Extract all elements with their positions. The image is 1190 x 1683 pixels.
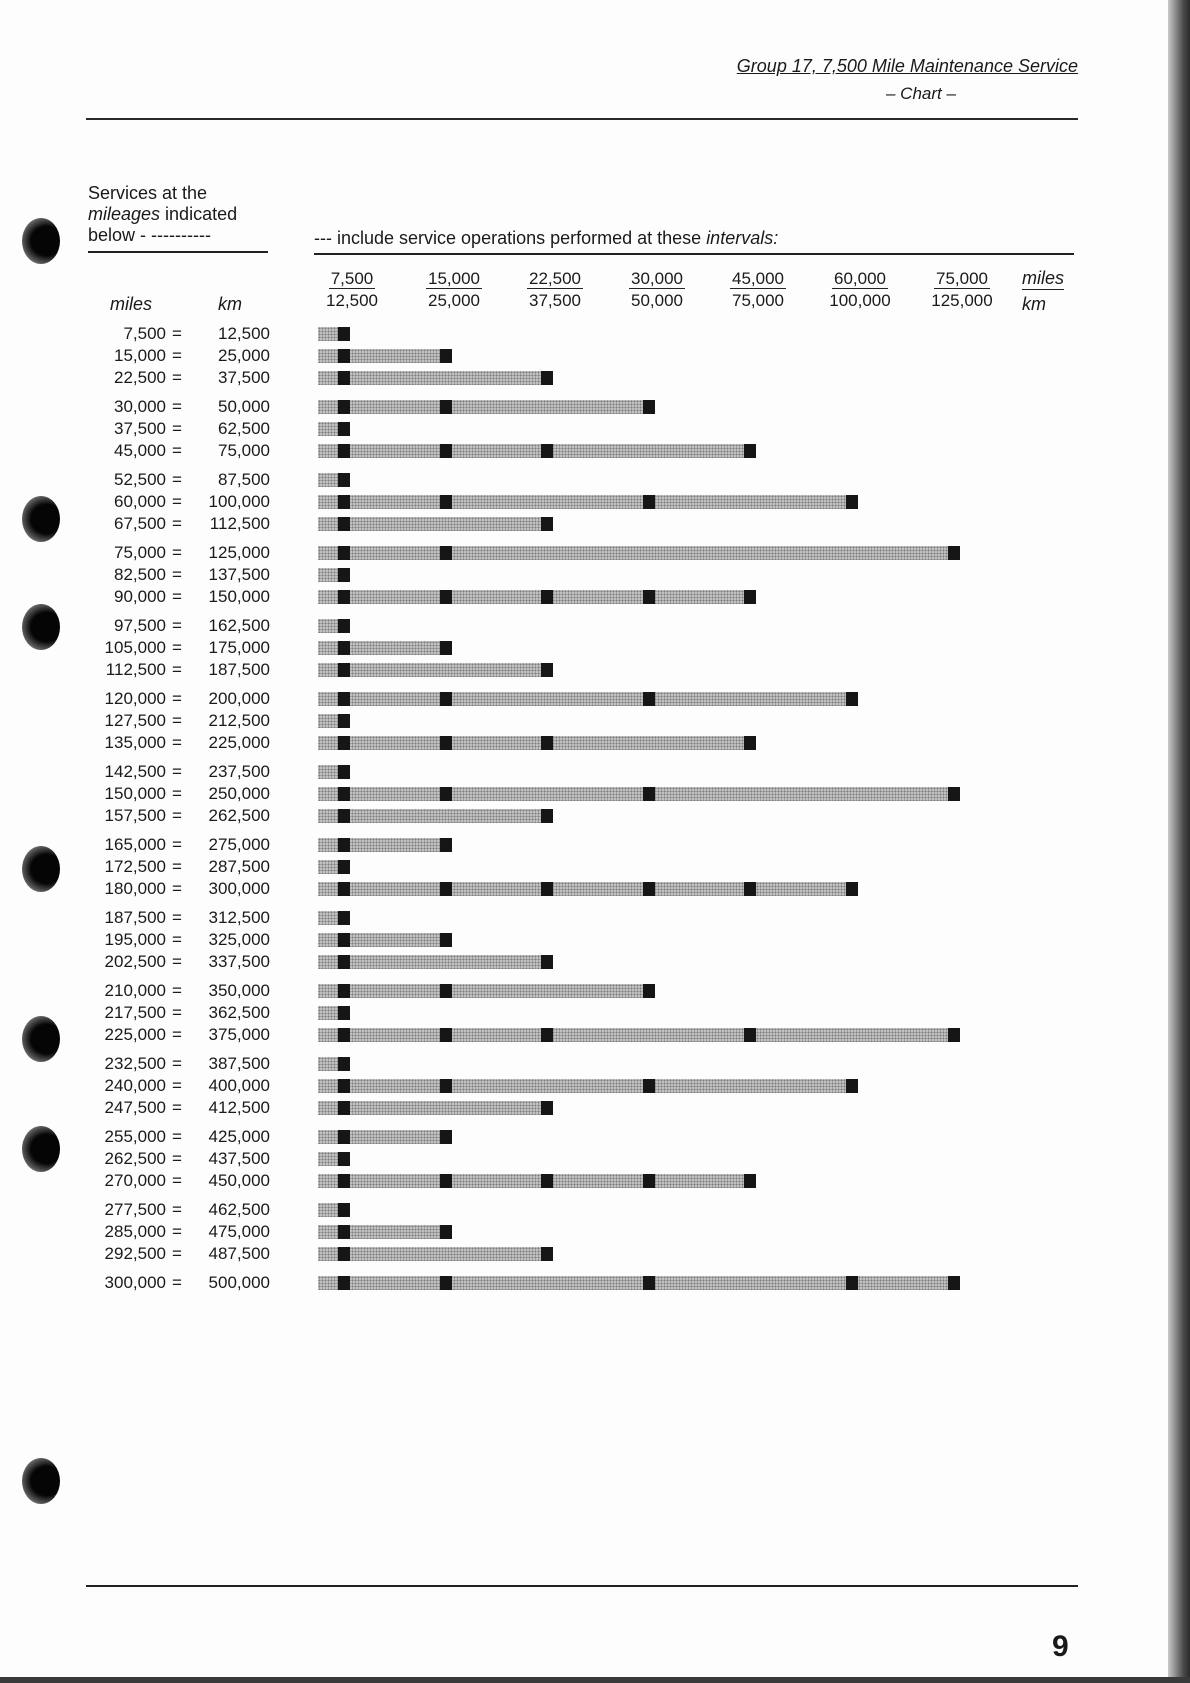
intervals-caption xyxy=(314,228,778,249)
interval-marker xyxy=(440,590,452,604)
row-km: 250,000 xyxy=(208,784,270,803)
interval-km: 37,500 xyxy=(529,291,581,310)
row-km: 225,000 xyxy=(208,733,270,752)
row-equals: = xyxy=(172,1127,182,1146)
interval-marker xyxy=(338,619,350,633)
interval-marker xyxy=(338,1225,350,1239)
row-equals: = xyxy=(172,952,182,971)
row-equals: = xyxy=(172,1171,182,1190)
interval-marker xyxy=(541,882,553,896)
interval-marker xyxy=(440,1079,452,1093)
row-km: 500,000 xyxy=(208,1273,270,1292)
punch-hole xyxy=(22,1016,60,1062)
interval-marker xyxy=(541,517,553,531)
interval-bar xyxy=(318,444,756,458)
interval-marker xyxy=(440,1276,452,1290)
interval-marker xyxy=(338,444,350,458)
row-equals: = xyxy=(172,733,182,752)
services-label-rest: indicated xyxy=(160,204,238,224)
interval-marker xyxy=(440,1225,452,1239)
interval-bar xyxy=(318,400,655,414)
row-equals: = xyxy=(172,470,182,489)
row-miles: 105,000 xyxy=(104,638,166,657)
row-miles: 15,000 xyxy=(114,346,166,365)
row-miles: 285,000 xyxy=(104,1222,166,1241)
row-equals: = xyxy=(172,492,182,511)
row-equals: = xyxy=(172,930,182,949)
row-km: 450,000 xyxy=(208,1171,270,1190)
interval-marker xyxy=(948,546,960,560)
interval-km: 12,500 xyxy=(326,291,378,310)
row-km: 100,000 xyxy=(208,492,270,511)
interval-marker xyxy=(440,787,452,801)
interval-marker xyxy=(338,663,350,677)
interval-marker xyxy=(338,933,350,947)
interval-marker xyxy=(440,1130,452,1144)
row-km: 12,500 xyxy=(218,324,270,343)
interval-marker xyxy=(338,809,350,823)
interval-marker xyxy=(846,495,858,509)
interval-marker xyxy=(440,933,452,947)
interval-bar xyxy=(318,1276,960,1290)
row-km: 287,500 xyxy=(208,857,270,876)
interval-marker xyxy=(541,1101,553,1115)
row-equals: = xyxy=(172,1076,182,1095)
interval-marker xyxy=(338,641,350,655)
row-equals: = xyxy=(172,397,182,416)
interval-marker xyxy=(338,765,350,779)
punch-hole xyxy=(22,496,60,542)
row-equals: = xyxy=(172,762,182,781)
row-km: 125,000 xyxy=(208,543,270,562)
interval-marker xyxy=(338,787,350,801)
interval-marker xyxy=(643,882,655,896)
interval-header xyxy=(297,268,407,312)
interval-header xyxy=(602,268,712,312)
row-miles: 255,000 xyxy=(104,1127,166,1146)
interval-marker xyxy=(541,371,553,385)
row-equals: = xyxy=(172,711,182,730)
interval-marker xyxy=(541,1247,553,1261)
row-miles: 165,000 xyxy=(104,835,166,854)
unit-km-label: km xyxy=(1022,294,1046,314)
footer-rule xyxy=(86,1585,1078,1587)
punch-hole xyxy=(22,604,60,650)
row-miles: 195,000 xyxy=(104,930,166,949)
interval-marker xyxy=(440,736,452,750)
row-equals: = xyxy=(172,835,182,854)
services-label-line1: Services at the xyxy=(88,183,208,203)
row-km: 75,000 xyxy=(218,441,270,460)
interval-km: 25,000 xyxy=(428,291,480,310)
row-miles: 97,500 xyxy=(114,616,166,635)
interval-bar xyxy=(318,1079,858,1093)
interval-marker xyxy=(440,400,452,414)
page-title: Group 17, 7,500 Mile Maintenance Service xyxy=(736,56,1078,76)
punch-hole xyxy=(22,1126,60,1172)
interval-marker xyxy=(338,1079,350,1093)
interval-marker xyxy=(744,590,756,604)
row-km: 212,500 xyxy=(208,711,270,730)
row-km: 62,500 xyxy=(218,419,270,438)
interval-bar xyxy=(318,546,960,560)
interval-marker xyxy=(541,809,553,823)
interval-marker xyxy=(338,838,350,852)
row-miles: 292,500 xyxy=(104,1244,166,1263)
interval-bar xyxy=(318,1028,960,1042)
interval-marker xyxy=(643,1276,655,1290)
interval-marker xyxy=(643,590,655,604)
interval-header xyxy=(399,268,509,312)
row-miles: 60,000 xyxy=(114,492,166,511)
row-km: 487,500 xyxy=(208,1244,270,1263)
km-column-header: km xyxy=(218,294,242,314)
interval-header xyxy=(703,268,813,312)
interval-marker xyxy=(338,911,350,925)
interval-marker xyxy=(541,590,553,604)
interval-marker xyxy=(541,736,553,750)
interval-bar xyxy=(318,1101,553,1115)
row-miles: 127,500 xyxy=(104,711,166,730)
row-equals: = xyxy=(172,543,182,562)
row-equals: = xyxy=(172,368,182,387)
interval-marker xyxy=(948,787,960,801)
row-miles: 217,500 xyxy=(104,1003,166,1022)
interval-marker xyxy=(440,1028,452,1042)
interval-marker xyxy=(338,1057,350,1071)
interval-bar xyxy=(318,371,553,385)
row-km: 462,500 xyxy=(208,1200,270,1219)
interval-marker xyxy=(440,692,452,706)
interval-marker xyxy=(643,495,655,509)
row-equals: = xyxy=(172,638,182,657)
row-miles: 82,500 xyxy=(114,565,166,584)
interval-marker xyxy=(338,736,350,750)
interval-marker xyxy=(338,495,350,509)
interval-bar xyxy=(318,1247,553,1261)
row-km: 412,500 xyxy=(208,1098,270,1117)
row-km: 87,500 xyxy=(218,470,270,489)
interval-marker xyxy=(744,1028,756,1042)
intervals-caption-italic: intervals: xyxy=(706,228,779,248)
row-km: 237,500 xyxy=(208,762,270,781)
interval-marker xyxy=(948,1028,960,1042)
header-rule xyxy=(86,118,1078,120)
interval-miles: 15,000 xyxy=(428,269,480,288)
interval-bar xyxy=(318,590,756,604)
row-equals: = xyxy=(172,908,182,927)
row-miles: 45,000 xyxy=(114,441,166,460)
row-km: 162,500 xyxy=(208,616,270,635)
row-km: 437,500 xyxy=(208,1149,270,1168)
interval-marker xyxy=(338,1130,350,1144)
services-label-italic: mileages xyxy=(88,204,161,224)
row-miles: 187,500 xyxy=(104,908,166,927)
interval-marker xyxy=(338,371,350,385)
row-km: 200,000 xyxy=(208,689,270,708)
row-equals: = xyxy=(172,784,182,803)
interval-marker xyxy=(338,400,350,414)
interval-marker xyxy=(643,984,655,998)
interval-marker xyxy=(846,692,858,706)
interval-marker xyxy=(338,1174,350,1188)
row-miles: 150,000 xyxy=(104,784,166,803)
row-equals: = xyxy=(172,565,182,584)
punch-hole xyxy=(22,1458,60,1504)
interval-header xyxy=(500,268,610,312)
row-km: 387,500 xyxy=(208,1054,270,1073)
row-km: 475,000 xyxy=(208,1222,270,1241)
interval-bar xyxy=(318,787,960,801)
interval-marker xyxy=(338,327,350,341)
interval-bar xyxy=(318,1174,756,1188)
interval-marker xyxy=(338,1152,350,1166)
interval-marker xyxy=(846,882,858,896)
interval-marker xyxy=(744,1174,756,1188)
interval-miles: 7,500 xyxy=(330,269,374,288)
interval-bar xyxy=(318,495,858,509)
row-miles: 135,000 xyxy=(104,733,166,752)
interval-marker xyxy=(338,1247,350,1261)
row-equals: = xyxy=(172,1244,182,1263)
row-equals: = xyxy=(172,514,182,533)
interval-km: 100,000 xyxy=(829,291,891,310)
unit-miles-label: miles xyxy=(1022,268,1065,288)
interval-bar xyxy=(318,517,553,531)
row-equals: = xyxy=(172,441,182,460)
row-equals: = xyxy=(172,1025,182,1044)
row-miles: 22,500 xyxy=(114,368,166,387)
interval-marker xyxy=(338,473,350,487)
row-equals: = xyxy=(172,419,182,438)
interval-miles: 45,000 xyxy=(732,269,784,288)
row-equals: = xyxy=(172,857,182,876)
interval-marker xyxy=(338,1028,350,1042)
page-subtitle: – Chart – xyxy=(886,84,956,103)
row-km: 37,500 xyxy=(218,368,270,387)
interval-bar xyxy=(318,663,553,677)
interval-marker xyxy=(541,444,553,458)
services-label-line2 xyxy=(88,204,237,225)
row-equals: = xyxy=(172,879,182,898)
interval-marker xyxy=(338,517,350,531)
row-equals: = xyxy=(172,1222,182,1241)
interval-km: 50,000 xyxy=(631,291,683,310)
row-miles: 157,500 xyxy=(104,806,166,825)
row-equals: = xyxy=(172,1098,182,1117)
row-miles: 67,500 xyxy=(114,514,166,533)
interval-miles: 30,000 xyxy=(631,269,683,288)
interval-marker xyxy=(440,495,452,509)
row-km: 175,000 xyxy=(208,638,270,657)
row-km: 350,000 xyxy=(208,981,270,1000)
interval-marker xyxy=(643,692,655,706)
interval-marker xyxy=(338,590,350,604)
row-km: 425,000 xyxy=(208,1127,270,1146)
row-km: 187,500 xyxy=(208,660,270,679)
row-km: 137,500 xyxy=(208,565,270,584)
interval-bar xyxy=(318,955,553,969)
interval-marker xyxy=(440,1174,452,1188)
interval-marker xyxy=(338,984,350,998)
row-equals: = xyxy=(172,660,182,679)
interval-marker xyxy=(541,1174,553,1188)
interval-km: 125,000 xyxy=(931,291,993,310)
row-km: 312,500 xyxy=(208,908,270,927)
row-miles: 300,000 xyxy=(104,1273,166,1292)
interval-marker xyxy=(846,1079,858,1093)
row-miles: 142,500 xyxy=(104,762,166,781)
intervals-rule xyxy=(314,253,1074,255)
row-km: 400,000 xyxy=(208,1076,270,1095)
row-miles: 52,500 xyxy=(114,470,166,489)
interval-km: 75,000 xyxy=(732,291,784,310)
interval-marker xyxy=(948,1276,960,1290)
row-km: 25,000 xyxy=(218,346,270,365)
row-km: 300,000 xyxy=(208,879,270,898)
row-equals: = xyxy=(172,324,182,343)
interval-miles: 75,000 xyxy=(936,269,988,288)
row-miles: 30,000 xyxy=(114,397,166,416)
row-equals: = xyxy=(172,587,182,606)
interval-marker xyxy=(440,838,452,852)
row-miles: 75,000 xyxy=(114,543,166,562)
row-equals: = xyxy=(172,806,182,825)
interval-marker xyxy=(338,860,350,874)
interval-marker xyxy=(643,1079,655,1093)
interval-marker xyxy=(338,349,350,363)
interval-bar xyxy=(318,882,858,896)
interval-marker xyxy=(338,882,350,896)
row-miles: 7,500 xyxy=(123,324,166,343)
row-equals: = xyxy=(172,346,182,365)
row-equals: = xyxy=(172,1149,182,1168)
services-label-line3: below - ---------- xyxy=(88,225,211,245)
row-miles: 180,000 xyxy=(104,879,166,898)
interval-marker xyxy=(440,444,452,458)
row-equals: = xyxy=(172,616,182,635)
interval-marker xyxy=(541,955,553,969)
row-miles: 172,500 xyxy=(104,857,166,876)
interval-miles: 60,000 xyxy=(834,269,886,288)
row-equals: = xyxy=(172,981,182,1000)
interval-header xyxy=(805,268,915,312)
row-miles: 277,500 xyxy=(104,1200,166,1219)
interval-marker xyxy=(541,1028,553,1042)
row-km: 375,000 xyxy=(208,1025,270,1044)
interval-marker xyxy=(338,1276,350,1290)
page-number: 9 xyxy=(1052,1630,1069,1663)
services-label xyxy=(88,183,237,246)
row-miles: 202,500 xyxy=(104,952,166,971)
interval-bar xyxy=(318,809,553,823)
interval-marker xyxy=(440,984,452,998)
row-km: 262,500 xyxy=(208,806,270,825)
services-rule xyxy=(88,251,268,253)
interval-marker xyxy=(338,692,350,706)
row-equals: = xyxy=(172,1273,182,1292)
row-km: 50,000 xyxy=(218,397,270,416)
row-miles: 262,500 xyxy=(104,1149,166,1168)
page-bottom-edge xyxy=(0,1677,1190,1683)
interval-marker xyxy=(338,568,350,582)
row-km: 337,500 xyxy=(208,952,270,971)
interval-marker xyxy=(744,882,756,896)
interval-marker xyxy=(338,714,350,728)
row-miles: 270,000 xyxy=(104,1171,166,1190)
interval-marker xyxy=(541,663,553,677)
interval-marker xyxy=(744,444,756,458)
binder-edge xyxy=(1168,0,1190,1683)
row-equals: = xyxy=(172,1054,182,1073)
interval-miles: 22,500 xyxy=(529,269,581,288)
row-miles: 247,500 xyxy=(104,1098,166,1117)
row-equals: = xyxy=(172,1200,182,1219)
interval-marker xyxy=(440,546,452,560)
row-miles: 240,000 xyxy=(104,1076,166,1095)
interval-bar xyxy=(318,984,655,998)
row-km: 275,000 xyxy=(208,835,270,854)
row-equals: = xyxy=(172,1003,182,1022)
interval-bar xyxy=(318,736,756,750)
interval-marker xyxy=(338,1203,350,1217)
row-miles: 90,000 xyxy=(114,587,166,606)
interval-marker xyxy=(440,641,452,655)
row-miles: 225,000 xyxy=(104,1025,166,1044)
interval-header xyxy=(907,268,1017,312)
interval-marker xyxy=(338,546,350,560)
interval-marker xyxy=(338,955,350,969)
interval-marker xyxy=(643,400,655,414)
row-miles: 112,500 xyxy=(105,660,166,679)
row-km: 150,000 xyxy=(208,587,270,606)
row-miles: 37,500 xyxy=(114,419,166,438)
interval-marker xyxy=(643,1174,655,1188)
interval-bar xyxy=(318,692,858,706)
interval-marker xyxy=(440,882,452,896)
interval-marker xyxy=(846,1276,858,1290)
interval-marker xyxy=(338,422,350,436)
punch-hole xyxy=(22,846,60,892)
row-km: 325,000 xyxy=(208,930,270,949)
row-miles: 210,000 xyxy=(104,981,166,1000)
interval-marker xyxy=(440,349,452,363)
row-equals: = xyxy=(172,689,182,708)
miles-column-header: miles xyxy=(110,294,153,314)
row-km: 112,500 xyxy=(209,514,270,533)
row-km: 362,500 xyxy=(208,1003,270,1022)
row-miles: 120,000 xyxy=(104,689,166,708)
interval-marker xyxy=(338,1101,350,1115)
punch-hole xyxy=(22,218,60,264)
interval-marker xyxy=(338,1006,350,1020)
intervals-caption-text: --- include service operations performed at these xyxy=(314,228,707,248)
row-miles: 232,500 xyxy=(104,1054,166,1073)
interval-marker xyxy=(643,787,655,801)
interval-marker xyxy=(744,736,756,750)
